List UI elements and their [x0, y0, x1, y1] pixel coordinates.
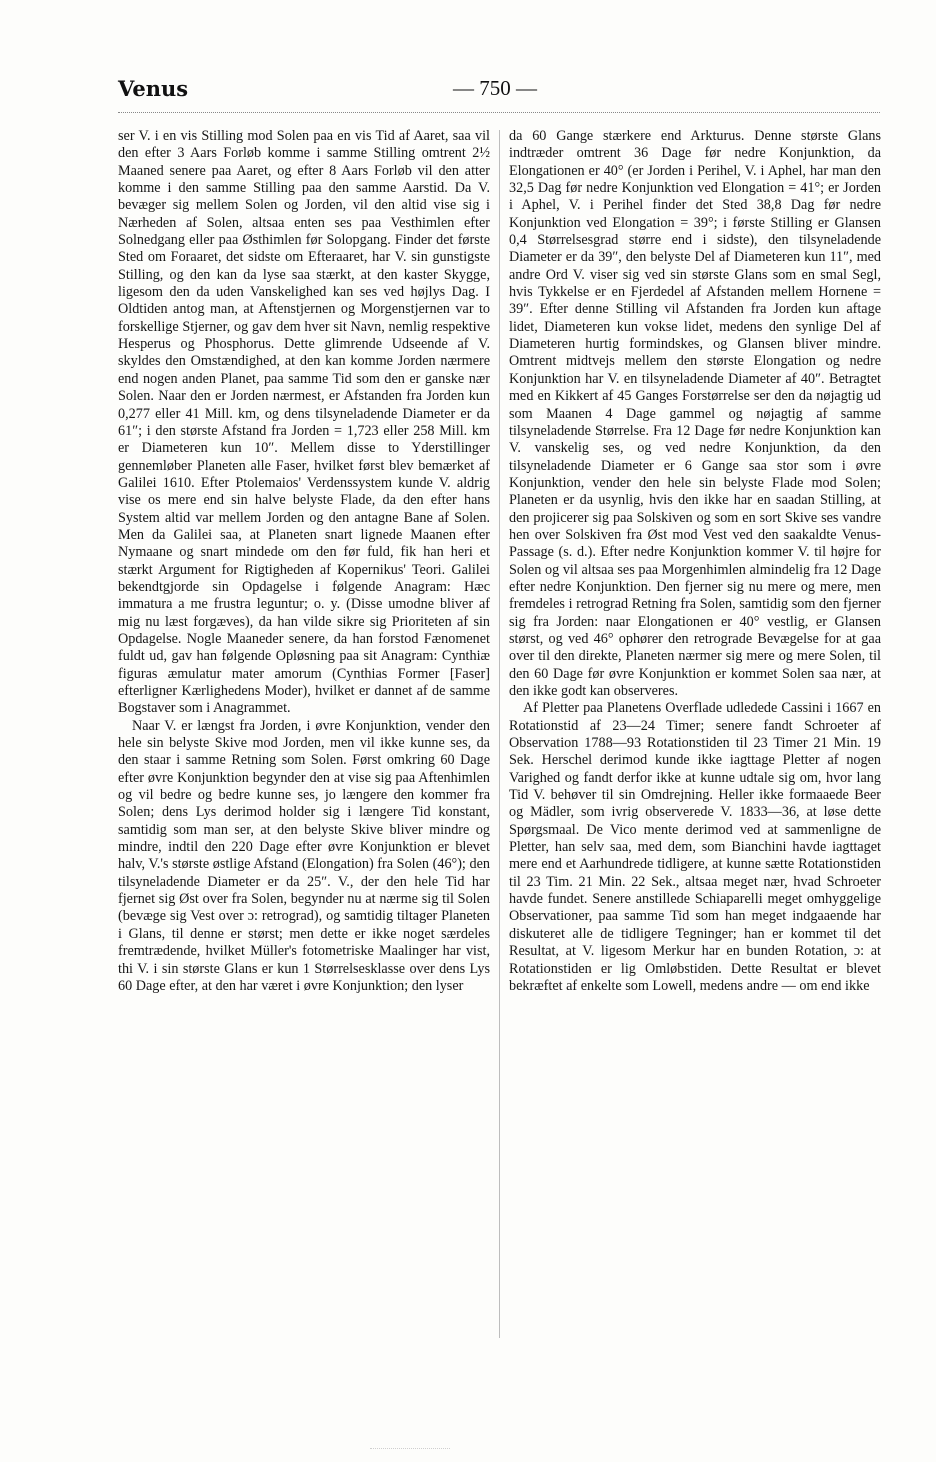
right-column: [509, 128, 881, 995]
running-head-title: Venus: [118, 76, 189, 101]
header-rule: [118, 112, 880, 113]
footer-mark: [370, 1448, 450, 1449]
left-column: [118, 128, 490, 995]
page-header: [118, 76, 880, 104]
paragraph: Af Pletter paa Planetens Overflade udledede Cassini i 1667 en Rotationstid af 23—24 Timer; senere fandt Schroeter af Observation 1788—93 Rotationstiden til 23 Timer 21 Min. 19 Sek. Herschel derimod kunde ikke iagttage Pletter af nogen Varighed og fandt derfor ikke at kunne udtale sig om, hvor lang Tid V. behøver til sin Omdrejning. Heller ikke formaaede Beer og Mädler, som ivrig observerede V. 1833—36, at løse dette Spørgsmaal. De Vico mente derimod ved at sammenligne de Pletter, han selv saa, med dem, som Bianchini havde iagttaget mere end et Aarhundrede tidligere, at kunne sætte Rotationstiden til 23 Tim. 21 Min. 22 Sek., altsaa meget nær, hvad Schroeter havde fundet. Senere anstillede Schiaparelli meget omhyggelige Observationer, paa samme Tid som han meget indgaaende har diskuteret alle de tidligere Tegninger; han er kommet til det Resultat, at V. ligesom Merkur har en bunden Rotation, ɔ: at Rotationstiden er lig Omløbstiden. Dette Resultat er blevet bekræftet af enkelte som Lowell, medens andre — om end ikke: [509, 700, 881, 994]
paragraph: ser V. i en vis Stilling mod Solen paa en vis Tid af Aaret, saa vil den efter 3 Aars Forløb komme i samme Stilling omtrent 2½ Maaned senere paa Aaret, og efter 8 Aars Forløb vil den atter komme i den samme Stilling paa den samme Aarstid. Da V. bevæger sig mellem Solen og Jorden, vil den altid vise sig i Nærheden af Solen, altsaa enten ses paa Vesthimlen efter Solnedgang eller paa Østhimlen før Solopgang. Finder det første Sted om Foraaret, det sidste om Efteraaret, har V. sin gunstigste Stilling, og den kan da lyse saa stærkt, at den kaster Skygge, ligesom den da uden Vanskelighed kan ses ved højlys Dag. I Oldtiden antog man, at Aftenstjernen og Morgenstjernen var to forskellige Stjerner, og gav dem hver sit Navn, nemlig respektive Hesperus og Phosphorus. Dette glimrende Udseende af V. skyldes den Omstændighed, at den kan komme Jorden nærmere end nogen anden Planet, paa samme Tid som den er ganske nær Solen. Naar den er Jorden nærmest, er Afstanden fra Jorden kun 0,277 eller 41 Mill. km, og dens tilsyneladende Diameter er da 61″; i den største Afstand fra Jorden = 1,723 eller 258 Mill. km er Diameteren kun 10″. Mellem disse to Yderstillinger gennemløber Planeten alle Faser, hvilket først blev bemærket af Galilei 1610. Efter Ptolemaios' Verdenssystem kunde V. aldrig vise os mere end sin halve belyste Flade, da den efter hans System altid var mellem Jorden og den antagne Bane af Solen. Men da Galilei saa, at Planeten snart lignede Maanen efter Nymaane og snart mindede om den før fuld, fik han heri et stærkt Argument for Rigtigheden af Kopernikus' Teori. Galilei bekendtgjorde sin Opdagelse i følgende Anagram: Hæc immatura a me frustra leguntur; o. y. (Disse umodne bliver af mig nu læst forgæves), da han vilde sikre sig Prioriteten af sin Opdagelse. Nogle Maaneder senere, da han forstod Fænomenet fuldt ud, gav han følgende Opløsning paa sit Anagram: Cynthiæ figuras æmulatur mater amorum (Cynthias Former [Faser] efterligner Kærlighedens Moder), hvilket er dannet af de samme Bogstaver som i Anagrammet.: [118, 128, 490, 717]
paragraph: da 60 Gange stærkere end Arkturus. Denne største Glans indtræder omtrent 36 Dage før nedre Konjunktion, da Elongationen er 40° (er Jorden i Perihel, V. i Aphel, har man den 32,5 Dag før nedre Konjunktion ved Elongation = 41°; er Jorden i Aphel, V. i Perihel finder det Sted 38,8 Dag før nedre Konjunktion ved Elongation = 39°; i første Stilling er Glansen 0,4 Størrelsesgrad større end i sidste), den tilsyneladende Diameter er da 39″, den belyste Del af Diameteren kun 11″, med andre Ord V. viser sig ved sin største Glans som en smal Segl, hvis Tykkelse er en Fjerdedel af Afstanden mellem Hornene = 39″. Efter denne Stilling vil Afstanden fra Jorden kun aftage lidet, Diameteren kun vokse lidet, medens den synlige Del af Diameteren hurtig formindskes, og Glansen bliver mindre. Omtrent midtvejs mellem den største Elongation og nedre Konjunktion har V. en tilsyneladende Diameter af 40″. Betragtet med en Kikkert af 45 Ganges Forstørrelse ser den da nøjagtig ud som Maanen 4 Dage gammel og nøjagtig af samme tilsyneladende Størrelse. Fra 12 Dage før nedre Konjunktion kan V. vanskelig ses, og ved nedre Konjunktion, da den tilsyneladende Diameter er 6 Gange saa stor som i øvre Konjunktion, vender den hele sin belyste Flade mod Solen; Planeten er da usynlig, hvis den ikke har en saadan Stilling, at den projicerer sig paa Solskiven og som en sort Skive ses vandre hen over Solskiven fra Øst mod Vest ved den saakaldte Venus-Passage (s. d.). Efter nedre Konjunktion kommer V. til højre for Solen og vil altsaa ses paa Morgenhimlen almindelig fra 12 Dage efter nedre Konjunktion. Den fjerner sig nu mere og mere, men fremdeles i retrograd Retning fra Solen, samtidig som den fjerner sig fra Jorden: naar Elongationen er 40° vestlig, er Glansen størst, og ved 46° ophører den retrograde Bevægelse for at gaa over til den direkte, Planeten nærmer sig mere og mere Solen, til den 60 Dage før øvre Konjunktion er kommet Solen saa nær, at den ikke godt kan observeres.: [509, 128, 881, 699]
column-divider: [499, 130, 500, 1338]
page-number: — 750 —: [453, 76, 537, 100]
paragraph: Naar V. er længst fra Jorden, i øvre Konjunktion, vender den hele sin belyste Skive mod Jorden, men vil ikke kunne ses, da den staar i samme Retning som Solen. Først omkring 60 Dage efter øvre Konjunktion begynder den at vise sig paa Aftenhimlen og vil bedre og bedre kunne ses, jo længere den kommer fra Solen; dens Lys derimod holder sig i længere Tid konstant, samtidig som man ser, at den belyste Skive bliver mindre og mindre, indtil den 220 Dage efter øvre Konjunktion er blevet halv, V.'s største østlige Afstand (Elongation) fra Solen (46°); den tilsyneladende Diameter er da 25″. V., der den hele Tid har fjernet sig Øst over fra Solen, begynder nu at nærme sig til Solen (bevæge sig Vest over ɔ: retrograd), og samtidig tiltager Planeten i Glans, til denne er størst; men dette er ikke noget særdeles fremtrædende, hvilket Müller's fotometriske Maalinger har vist, thi V. i sin største Glans er kun 1 Størrelsesklasse over dens Lys 60 Dage efter, at den har været i øvre Konjunktion; den lyser: [118, 717, 490, 994]
